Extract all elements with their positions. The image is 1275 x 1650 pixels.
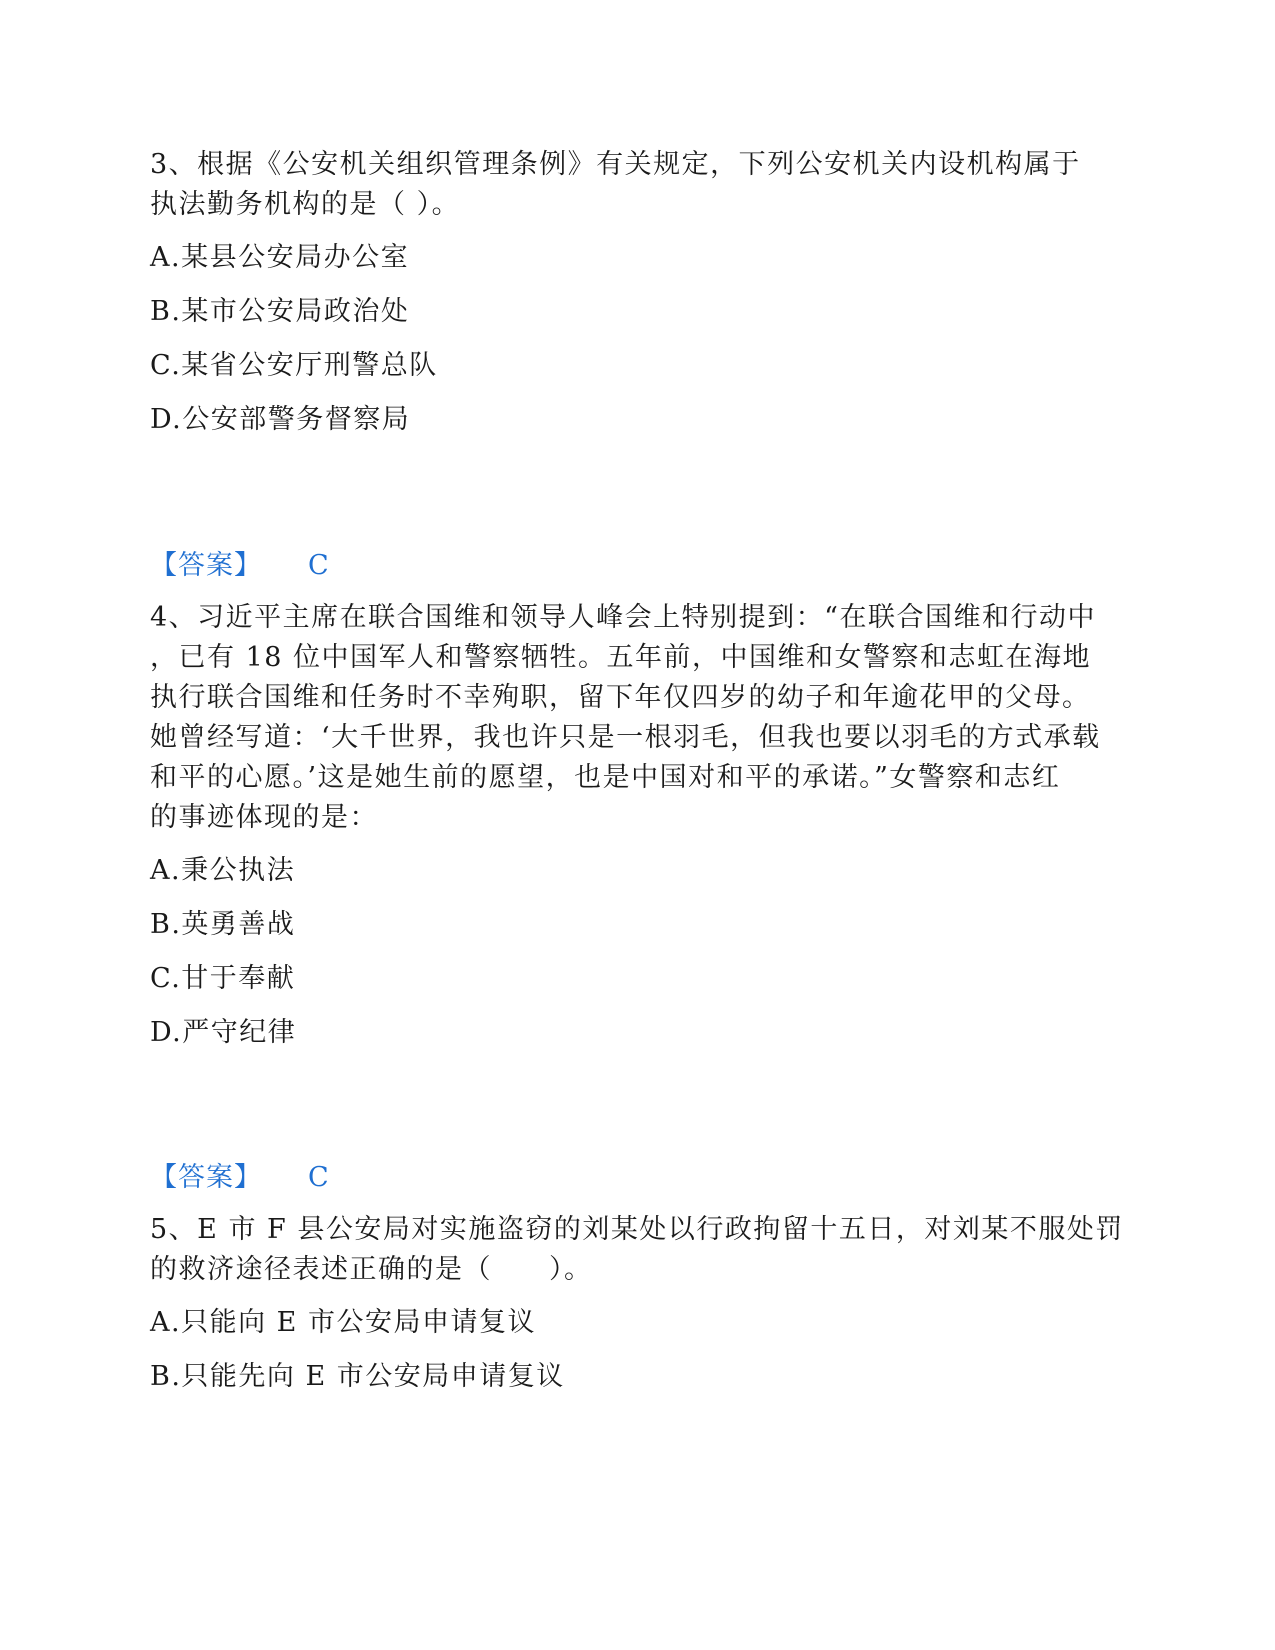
question-3-option-b: B.某市公安局政治处 xyxy=(150,296,410,327)
question-3-stem-line-2: 执法勤务机构的是（ ）。 xyxy=(150,189,461,220)
answer-value: C xyxy=(308,550,329,581)
answer-value: C xyxy=(308,1162,329,1193)
question-4-option-b: B.英勇善战 xyxy=(150,909,296,940)
question-5-option-b: B.只能先向 E 市公安局申请复议 xyxy=(150,1361,565,1392)
question-4-stem-line-5: 和平的心愿。’这是她生前的愿望，也是中国对和平的承诺。”女警察和志红 xyxy=(150,762,1061,793)
question-4-option-a: A.秉公执法 xyxy=(150,855,296,886)
question-4-stem-line-1: 4、习近平主席在联合国维和领导人峰会上特别提到：“在联合国维和行动中 xyxy=(150,602,1096,633)
question-4-option-d: D.严守纪律 xyxy=(150,1017,297,1048)
question-4-answer xyxy=(150,1158,329,1198)
answer-tag: 【答案】 xyxy=(150,1162,262,1193)
question-5-stem-line-1: 5、E 市 F 县公安局对实施盗窃的刘某处以行政拘留十五日，对刘某不服处罚 xyxy=(150,1214,1124,1245)
question-5-stem-line-2: 的救济途径表述正确的是（ ）。 xyxy=(150,1254,593,1285)
question-3-option-a: A.某县公安局办公室 xyxy=(150,242,410,273)
question-3-option-d: D.公安部警务督察局 xyxy=(150,404,411,435)
question-4-stem-line-2: ，已有 18 位中国军人和警察牺牲。五年前，中国维和女警察和志虹在海地 xyxy=(150,642,1092,673)
question-3-answer xyxy=(150,546,329,586)
question-4-option-c: C.甘于奉献 xyxy=(150,963,296,994)
question-3-option-c: C.某省公安厅刑警总队 xyxy=(150,350,438,381)
question-4-stem-line-6: 的事迹体现的是： xyxy=(150,802,378,833)
question-4-stem-line-3: 执行联合国维和任务时不幸殉职，留下年仅四岁的幼子和年逾花甲的父母。 xyxy=(150,682,1091,713)
question-5-option-a: A.只能向 E 市公安局申请复议 xyxy=(150,1307,536,1338)
question-4-stem-line-4: 她曾经写道：‘大千世界，我也许只是一根羽毛，但我也要以羽毛的方式承载 xyxy=(150,722,1101,753)
answer-tag: 【答案】 xyxy=(150,550,262,581)
question-3-stem-line-1: 3、根据《公安机关组织管理条例》有关规定，下列公安机关内设机构属于 xyxy=(150,149,1081,180)
